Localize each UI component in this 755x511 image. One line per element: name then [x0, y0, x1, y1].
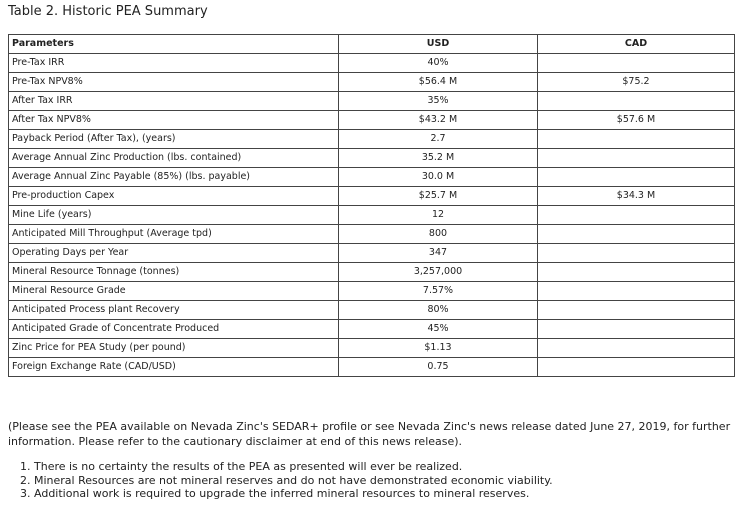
row-usd-value: 800: [339, 225, 538, 244]
row-parameter: Pre-Tax IRR: [9, 54, 339, 73]
table-row: [9, 244, 735, 263]
row-cad-value: $57.6 M: [538, 111, 735, 130]
row-usd-value: 30.0 M: [339, 168, 538, 187]
row-cad-value: [538, 358, 735, 377]
table-row: [9, 149, 735, 168]
row-usd-value: 35%: [339, 92, 538, 111]
table-row: [9, 206, 735, 225]
row-cad-value: [538, 301, 735, 320]
table-row: [9, 54, 735, 73]
row-usd-value: 80%: [339, 301, 538, 320]
header-usd: USD: [339, 35, 538, 54]
row-usd-value: 12: [339, 206, 538, 225]
row-parameter: After Tax NPV8%: [9, 111, 339, 130]
row-usd-value: 347: [339, 244, 538, 263]
table-row: [9, 263, 735, 282]
row-usd-value: 35.2 M: [339, 149, 538, 168]
table-row: [9, 339, 735, 358]
row-parameter: Foreign Exchange Rate (CAD/USD): [9, 358, 339, 377]
table-row: [9, 320, 735, 339]
row-cad-value: [538, 282, 735, 301]
table-header-row: [9, 35, 735, 54]
table-row: [9, 111, 735, 130]
table-row: [9, 73, 735, 92]
row-usd-value: $1.13: [339, 339, 538, 358]
table-row: [9, 301, 735, 320]
row-parameter: Average Annual Zinc Payable (85%) (lbs. payable): [9, 168, 339, 187]
table-row: [9, 282, 735, 301]
table-row: [9, 92, 735, 111]
row-parameter: Average Annual Zinc Production (lbs. contained): [9, 149, 339, 168]
row-cad-value: [538, 149, 735, 168]
row-usd-value: 7.57%: [339, 282, 538, 301]
row-parameter: Zinc Price for PEA Study (per pound): [9, 339, 339, 358]
row-parameter: Pre-Tax NPV8%: [9, 73, 339, 92]
row-cad-value: $75.2: [538, 73, 735, 92]
table-row: [9, 358, 735, 377]
row-usd-value: $43.2 M: [339, 111, 538, 130]
row-usd-value: $25.7 M: [339, 187, 538, 206]
row-cad-value: [538, 168, 735, 187]
row-parameter: Pre-production Capex: [9, 187, 339, 206]
row-cad-value: $34.3 M: [538, 187, 735, 206]
row-cad-value: [538, 54, 735, 73]
table-row: [9, 225, 735, 244]
row-usd-value: 3,257,000: [339, 263, 538, 282]
row-usd-value: 40%: [339, 54, 538, 73]
row-usd-value: 0.75: [339, 358, 538, 377]
table-row: [9, 187, 735, 206]
table-caption: Table 2. Historic PEA Summary: [8, 4, 208, 19]
row-cad-value: [538, 92, 735, 111]
footnote-item: 1. There is no certainty the results of the PEA as presented will ever be realized.: [34, 460, 553, 474]
row-cad-value: [538, 339, 735, 358]
table-row: [9, 168, 735, 187]
row-cad-value: [538, 225, 735, 244]
row-cad-value: [538, 206, 735, 225]
row-parameter: Anticipated Grade of Concentrate Produced: [9, 320, 339, 339]
row-parameter: After Tax IRR: [9, 92, 339, 111]
header-parameters: Parameters: [9, 35, 339, 54]
row-parameter: Mine Life (years): [9, 206, 339, 225]
footnote-item: 2. Mineral Resources are not mineral reserves and do not have demonstrated economic viability.: [34, 474, 553, 488]
table-row: [9, 130, 735, 149]
row-parameter: Payback Period (After Tax), (years): [9, 130, 339, 149]
pea-reference-note: (Please see the PEA available on Nevada Zinc's SEDAR+ profile or see Nevada Zinc's news release dated June 27, 2019, for further information. Please refer to the cautionary disclaimer at end of this news release).: [8, 420, 731, 448]
pea-summary-table: [8, 34, 735, 377]
row-usd-value: $56.4 M: [339, 73, 538, 92]
row-cad-value: [538, 130, 735, 149]
row-usd-value: 45%: [339, 320, 538, 339]
row-parameter: Mineral Resource Tonnage (tonnes): [9, 263, 339, 282]
header-cad: CAD: [538, 35, 735, 54]
row-parameter: Anticipated Process plant Recovery: [9, 301, 339, 320]
row-cad-value: [538, 320, 735, 339]
row-cad-value: [538, 263, 735, 282]
footnote-list: [8, 460, 553, 501]
footnote-item: 3. Additional work is required to upgrade the inferred mineral resources to mineral reserves.: [34, 487, 553, 501]
row-cad-value: [538, 244, 735, 263]
row-parameter: Operating Days per Year: [9, 244, 339, 263]
row-parameter: Mineral Resource Grade: [9, 282, 339, 301]
row-parameter: Anticipated Mill Throughput (Average tpd): [9, 225, 339, 244]
row-usd-value: 2.7: [339, 130, 538, 149]
